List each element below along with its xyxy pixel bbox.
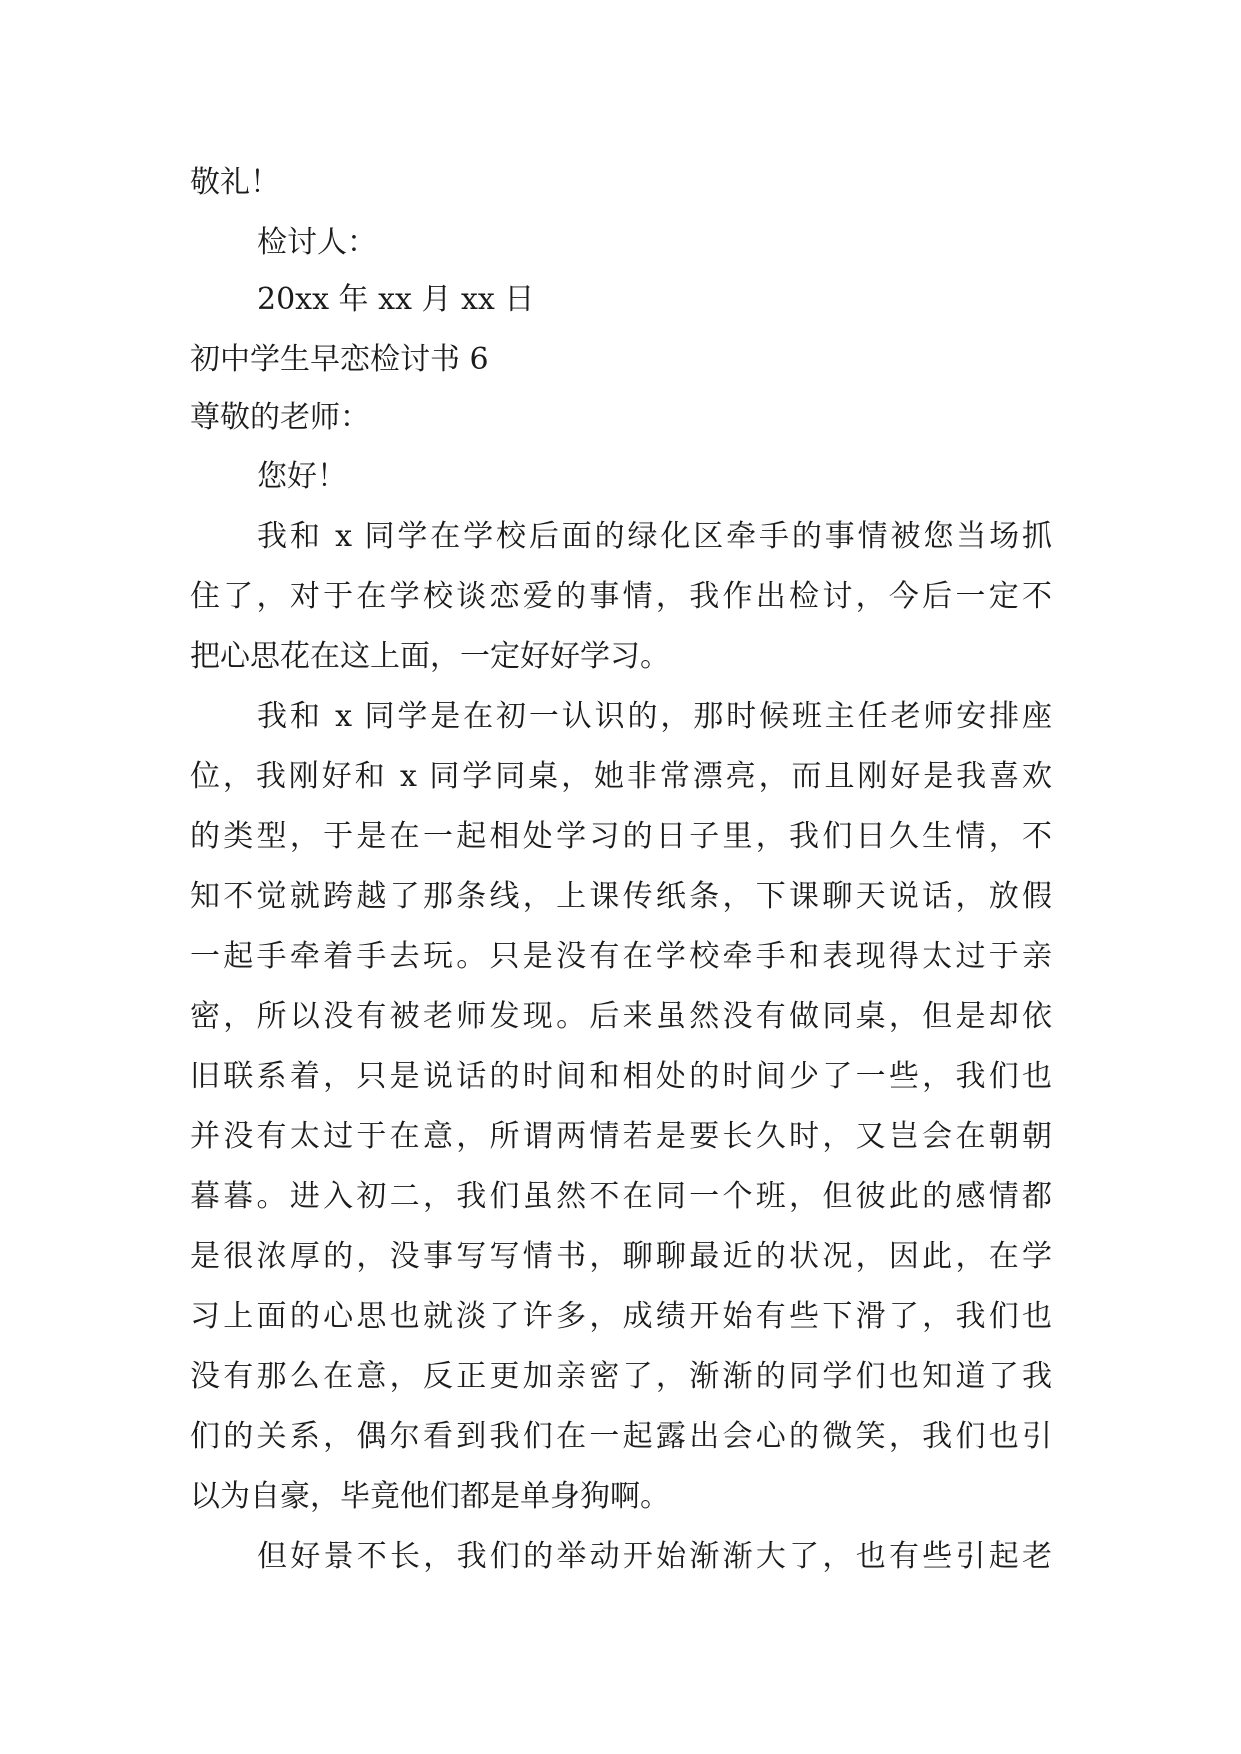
greeting: 您好！ xyxy=(257,459,347,494)
body-line: 们的关系，偶尔看到我们在一起露出会心的微笑，我们也引 xyxy=(190,1419,1052,1454)
body-line: 把心思花在这上面，一定好好学习。 xyxy=(190,639,670,674)
salutation: 尊敬的老师： xyxy=(190,400,370,435)
document-heading: 初中学生早恋检讨书 6 xyxy=(190,342,489,377)
signature-label: 检讨人： xyxy=(257,225,377,260)
body-line: 我和 x 同学在学校后面的绿化区牵手的事情被您当场抓 xyxy=(257,519,1052,554)
body-line: 一起手牵着手去玩。只是没有在学校牵手和表现得太过于亲 xyxy=(190,939,1052,974)
body-line: 以为自豪，毕竟他们都是单身狗啊。 xyxy=(190,1479,670,1514)
body-line: 暮暮。进入初二，我们虽然不在同一个班，但彼此的感情都 xyxy=(190,1179,1052,1214)
body-line: 的类型，于是在一起相处学习的日子里，我们日久生情，不 xyxy=(190,819,1052,854)
body-line: 位，我刚好和 x 同学同桌，她非常漂亮，而且刚好是我喜欢 xyxy=(190,759,1052,794)
body-line: 旧联系着，只是说话的时间和相处的时间少了一些，我们也 xyxy=(190,1059,1052,1094)
date-line: 20xx 年 xx 月 xx 日 xyxy=(257,282,535,317)
body-line: 住了，对于在学校谈恋爱的事情，我作出检讨，今后一定不 xyxy=(190,579,1052,614)
body-line: 密，所以没有被老师发现。后来虽然没有做同桌，但是却依 xyxy=(190,999,1052,1034)
body-line: 知不觉就跨越了那条线，上课传纸条，下课聊天说话，放假 xyxy=(190,879,1052,914)
body-line: 并没有太过于在意，所谓两情若是要长久时，又岂会在朝朝 xyxy=(190,1119,1052,1154)
body-line: 但好景不长，我们的举动开始渐渐大了，也有些引起老 xyxy=(257,1539,1052,1574)
body-line: 习上面的心思也就淡了许多，成绩开始有些下滑了，我们也 xyxy=(190,1299,1052,1334)
body-line: 是很浓厚的，没事写写情书，聊聊最近的状况，因此，在学 xyxy=(190,1239,1052,1274)
closing-text: 敬礼！ xyxy=(190,165,280,200)
body-line: 我和 x 同学是在初一认识的，那时候班主任老师安排座 xyxy=(257,699,1052,734)
body-line: 没有那么在意，反正更加亲密了，渐渐的同学们也知道了我 xyxy=(190,1359,1052,1394)
